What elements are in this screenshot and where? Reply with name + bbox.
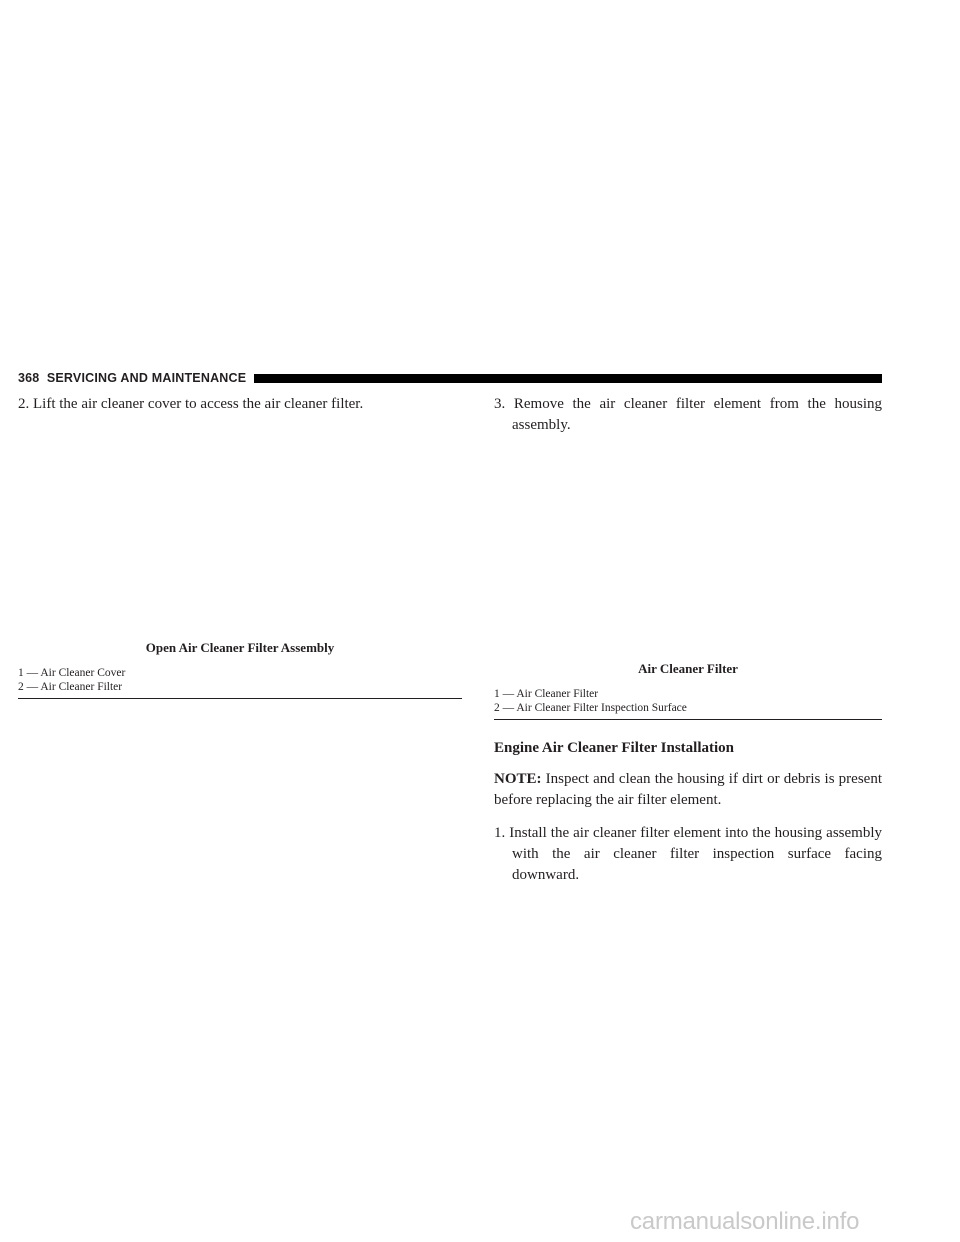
page-header-text <box>18 371 246 385</box>
section-heading: Engine Air Cleaner Filter Installation <box>494 740 735 756</box>
figure-divider <box>18 698 462 699</box>
section-title: SERVICING AND MAINTENANCE <box>46 371 247 385</box>
watermark-text: carmanualsonline.info <box>630 1208 860 1235</box>
note-text: Inspect and clean the housing if dirt or debris is present before replacing the air filter element. <box>494 771 882 808</box>
page-header <box>18 370 882 386</box>
right-column <box>494 394 882 886</box>
step-2-text: 2. Lift the air cleaner cover to access the air cleaner filter. <box>18 396 364 412</box>
page-number: 368 <box>18 371 40 385</box>
figure-caption-air-cleaner-filter: Air Cleaner Filter <box>638 661 738 676</box>
legend-item-1: 1 — Air Cleaner Cover <box>18 667 126 679</box>
left-column <box>18 394 462 699</box>
step-3-text: 3. Remove the air cleaner filter element from the housing assembly. <box>494 396 882 433</box>
figure-air-cleaner-filter <box>494 436 882 661</box>
note-label: NOTE: <box>494 771 542 787</box>
header-rule-bar <box>254 374 882 383</box>
legend-item-2: 2 — Air Cleaner Filter Inspection Surface <box>494 702 687 714</box>
legend-item-1: 1 — Air Cleaner Filter <box>494 688 599 700</box>
figure-caption-open-air-cleaner: Open Air Cleaner Filter Assembly <box>145 640 335 655</box>
install-step-1-text: 1. Install the air cleaner filter element into the housing assembly with the air cleaner filter inspection surface facing downward. <box>494 825 882 883</box>
figure-open-air-cleaner <box>18 415 462 640</box>
note-paragraph <box>494 769 882 811</box>
legend-item-2: 2 — Air Cleaner Filter <box>18 681 123 693</box>
